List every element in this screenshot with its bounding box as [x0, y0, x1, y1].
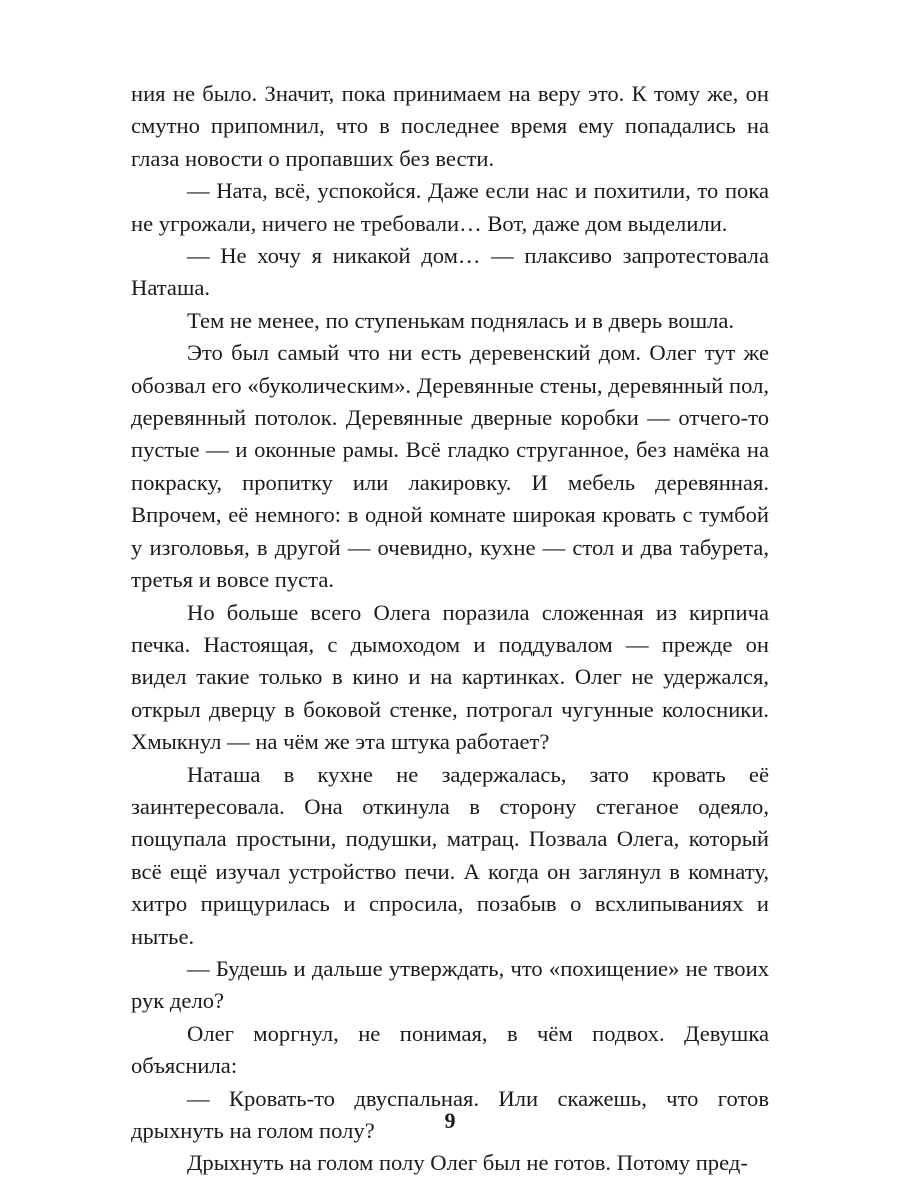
paragraph: — Будешь и дальше утверждать, что «похищение» не твоих рук дело?	[131, 955, 769, 1014]
paragraph: — Кровать-то двуспальная. Или скажешь, что готов дрыхнуть на голом полу?	[131, 1085, 769, 1143]
paragraph: Олег моргнул, не понимая, в чём подвох. Девушка объяснила:	[131, 1020, 769, 1079]
paragraph: Но больше всего Олега поразила сложенная из кирпича печка. Настоящая, с дымоходом и поддувалом — прежде он видел такие только в кино и на картинках. Олег не удержался, открыл дверцу в боковой стенке, потрогал чугунные колосники. Хмыкнул — на чём же эта штука работает?	[131, 599, 769, 755]
paragraph: Тем не менее, по ступенькам поднялась и в дверь вошла.	[187, 307, 735, 333]
body-text	[131, 78, 769, 1180]
page-number: 9	[444, 1108, 456, 1133]
paragraph: Наташа в кухне не задержалась, зато кровать её заинтересовала. Она откинула в сторону стеганое одеяло, пощупала простыни, подушки, матрац. Позвала Олега, который всё ещё изучал устройство печи. А когда он заглянул в комнату, хитро прищурилась и спросила, позабыв о всхлипываниях и нытье.	[131, 761, 769, 949]
paragraph: — Не хочу я никакой дом… — плаксиво запротестовала Наташа.	[131, 243, 769, 301]
paragraph-last: Дрыхнуть на голом полу Олег был не готов. Потому пред-	[187, 1150, 748, 1176]
paragraph: Это был самый что ни есть деревенский дом. Олег тут же обозвал его «буколическим». Деревянные стены, деревянный пол, деревянный потолок. Деревянные дверные коробки — отчего-то пустые — и оконные рамы. Всё гладко струганное, без намёка на покраску, пропитку или лакировку. И мебель деревянная. Впрочем, её немного: в одной комнате широкая кровать с тумбой у изголовья, в другой — очевидно, кухне — стол и два табурета, третья и вовсе пуста.	[131, 340, 769, 593]
paragraph: — Ната, всё, успокойся. Даже если нас и похитили, то пока не угрожали, ничего не требовали… Вот, даже дом выделили.	[131, 178, 769, 236]
paragraph-continuation: ния не было. Значит, пока принимаем на веру это. К тому же, он смутно припомнил, что в последнее время ему попадались на глаза новости о пропавших без вести.	[131, 81, 769, 171]
